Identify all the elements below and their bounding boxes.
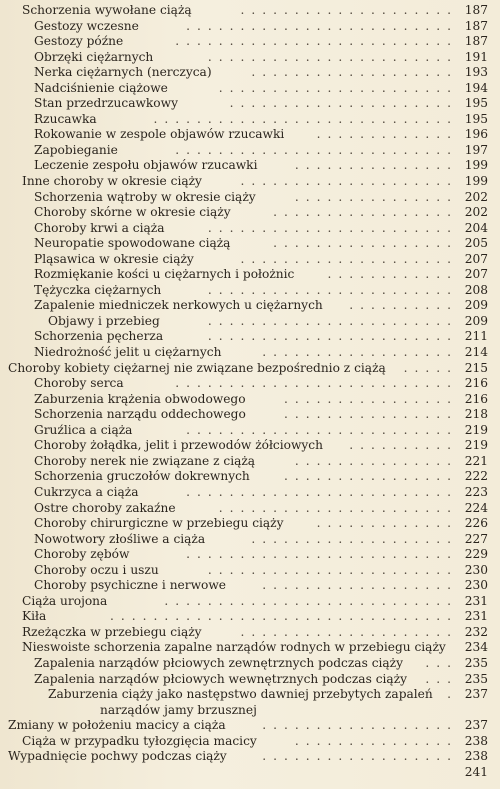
toc-entry-page: 231 <box>464 593 488 608</box>
toc-entry-title: Leczenie zespołu objawów rzucawki <box>34 158 258 173</box>
toc-entry-page: 229 <box>464 547 488 562</box>
toc-entry <box>0 65 488 81</box>
toc-entry-title: Cukrzyca a ciąża <box>34 484 139 499</box>
toc-entry-page: 197 <box>464 142 488 157</box>
toc-entry-title: Rzucawka <box>34 111 97 126</box>
dot-leader: ................ <box>284 469 458 484</box>
toc-entry <box>0 594 488 610</box>
toc-entry-page: 195 <box>464 96 488 111</box>
toc-entry-page: 219 <box>464 422 488 437</box>
toc-entry-title: Gruźlica a ciąża <box>34 422 133 437</box>
dot-leader: .......... <box>349 298 458 313</box>
toc-entry-page: 235 <box>464 671 488 686</box>
toc-entry <box>0 578 488 594</box>
toc-entry <box>0 3 488 19</box>
dot-leader: ............................ <box>153 111 458 126</box>
toc-entry-page: 209 <box>464 313 488 328</box>
dot-leader: ............... <box>294 189 458 204</box>
toc-entry-title: Pląsawica w okresie ciąży <box>34 251 194 266</box>
toc-entry-page: 241 <box>464 764 488 779</box>
toc-entry <box>0 687 488 703</box>
toc-entry-title: Inne choroby w okresie ciąży <box>22 174 202 189</box>
toc-entry <box>0 501 488 517</box>
toc-entry <box>0 221 488 237</box>
toc-entry <box>0 438 488 454</box>
toc-entry-page: 219 <box>464 438 488 453</box>
toc-entry-page: 211 <box>464 329 488 344</box>
toc-entry-page: 207 <box>464 267 488 282</box>
toc-entry-page: 194 <box>464 80 488 95</box>
table-of-contents <box>0 3 488 780</box>
toc-entry-title: Nadciśnienie ciążowe <box>34 80 168 95</box>
toc-entry-title: Obrzęki ciężarnych <box>34 49 154 64</box>
toc-entry <box>0 81 488 97</box>
dot-leader: ....................... <box>207 282 458 297</box>
toc-entry <box>0 283 488 299</box>
toc-entry-title: Choroby psychiczne i nerwowe <box>34 578 227 593</box>
toc-entry-page: 187 <box>464 3 488 17</box>
toc-entry <box>0 34 488 50</box>
dot-leader: ......................... <box>186 484 458 499</box>
toc-entry-title: Zaburzenia krążenia obwodowego <box>34 391 246 406</box>
toc-entry <box>0 392 488 408</box>
toc-entry <box>0 734 488 750</box>
toc-entry-page: 216 <box>464 391 488 406</box>
toc-entry <box>0 640 488 656</box>
toc-entry <box>0 485 488 501</box>
toc-entry <box>0 625 488 641</box>
dot-leader: .......................... <box>175 34 458 49</box>
toc-entry <box>0 236 488 252</box>
toc-entry-title: Schorzenia gruczołów dokrewnych <box>34 469 250 484</box>
toc-entry-title: Objawy i przebieg <box>48 313 160 328</box>
dot-leader: . <box>447 687 458 702</box>
toc-entry <box>0 345 488 361</box>
dot-leader: ......................... <box>186 18 458 33</box>
toc-entry <box>0 749 488 765</box>
toc-entry <box>0 407 488 423</box>
dot-leader: ....................... <box>207 562 458 577</box>
toc-entry-page: 202 <box>464 205 488 220</box>
dot-leader: ................ <box>284 407 458 422</box>
toc-entry-title: Zapalenie miedniczek nerkowych u ciężarnych <box>34 298 323 313</box>
dot-leader: ............. <box>316 127 458 142</box>
toc-entry-page: 238 <box>464 749 488 764</box>
dot-leader: ................... <box>251 531 458 546</box>
dot-leader: ....................... <box>207 313 458 328</box>
toc-entry-title: Wypadnięcie pochwy podczas ciąży <box>8 749 227 764</box>
toc-entry <box>0 656 488 672</box>
toc-entry-page: 227 <box>464 531 488 546</box>
toc-entry <box>0 329 488 345</box>
dot-leader: .................... <box>240 3 458 17</box>
toc-entry-page: 199 <box>464 174 488 189</box>
toc-entry-title: Zaburzenia ciąży jako następstwo dawniej przebytych zapaleń <box>48 687 433 702</box>
dot-leader: ............. <box>316 516 458 531</box>
toc-entry <box>0 547 488 563</box>
toc-entry-page: 222 <box>464 469 488 484</box>
dot-leader: ................. <box>273 205 458 220</box>
toc-entry-title: Rokowanie w zespole objawów rzucawki <box>34 127 285 142</box>
dot-leader: ................. <box>273 236 458 251</box>
toc-entry-page: 223 <box>464 484 488 499</box>
dot-leader: ...................... <box>218 80 458 95</box>
toc-entry-page: 224 <box>464 500 488 515</box>
toc-entry <box>0 252 488 268</box>
toc-entry <box>0 765 488 781</box>
toc-entry-page: 226 <box>464 516 488 531</box>
dot-leader <box>452 640 458 656</box>
toc-entry-title: Rozmiękanie kości u ciężarnych i położnic <box>34 267 295 282</box>
toc-entry-title: Ciąża w przypadku tyłozgięcia macicy <box>22 733 257 748</box>
toc-entry-title: Choroby nerek nie związane z ciążą <box>34 453 256 468</box>
toc-entry <box>0 361 488 377</box>
toc-entry-title: Choroby oczu i uszu <box>34 562 159 577</box>
dot-leader: ....................... <box>207 220 458 235</box>
toc-entry-title: Choroby serca <box>34 376 124 391</box>
toc-entry-page: 221 <box>464 453 488 468</box>
toc-entry-title: narządów jamy brzusznej <box>100 702 257 717</box>
toc-entry-page: 195 <box>464 111 488 126</box>
dot-leader: ... <box>425 671 458 686</box>
toc-entry-title: Choroby skórne w okresie ciąży <box>34 205 231 220</box>
dot-leader: ......................... <box>186 422 458 437</box>
toc-entry-title: Ostre choroby zakaźne <box>34 500 176 515</box>
toc-entry-page: 204 <box>464 220 488 235</box>
dot-leader: .................... <box>240 174 458 189</box>
dot-leader: .................. <box>262 578 458 593</box>
toc-entry <box>0 298 488 314</box>
toc-entry <box>0 190 488 206</box>
toc-entry-page: 187 <box>464 34 488 49</box>
toc-entry-page: 205 <box>464 236 488 251</box>
toc-entry <box>0 563 488 579</box>
toc-entry <box>0 267 488 283</box>
toc-entry-title: Choroby zębów <box>34 547 130 562</box>
toc-entry <box>0 423 488 439</box>
dot-leader: ..... <box>403 360 458 375</box>
toc-entry-title: Stan przedrzucawkowy <box>34 96 178 111</box>
dot-leader: .................... <box>240 251 458 266</box>
toc-entry <box>0 672 488 688</box>
toc-entry <box>0 718 488 734</box>
toc-entry-page: 238 <box>464 733 488 748</box>
toc-entry <box>0 19 488 35</box>
toc-entry-title: Gestozy wczesne <box>34 18 139 33</box>
dot-leader: .................. <box>262 718 458 733</box>
toc-entry-title: Choroby kobiety ciężarnej nie związane bezpośrednio z ciążą <box>8 360 386 375</box>
dot-leader: .................. <box>262 345 458 360</box>
toc-entry <box>0 454 488 470</box>
toc-entry-title: Nieswoiste schorzenia zapalne narządów rodnych w przebiegu ciąży <box>22 640 446 655</box>
toc-entry <box>0 532 488 548</box>
toc-entry-title: Schorzenia wywołane ciążą <box>22 3 192 17</box>
dot-leader: ........................... <box>164 593 458 608</box>
dot-leader: ................ <box>284 391 458 406</box>
toc-entry-title: Zapobieganie <box>34 142 118 157</box>
toc-entry-page: 199 <box>464 158 488 173</box>
toc-entry-page: 231 <box>464 609 488 624</box>
dot-leader: ............... <box>294 733 458 748</box>
toc-entry-title: Schorzenia pęcherza <box>34 329 164 344</box>
toc-entry-title: Gestozy późne <box>34 34 124 49</box>
toc-entry-title: Choroby chirurgiczne w przebiegu ciąży <box>34 516 284 531</box>
toc-entry-page: 216 <box>464 376 488 391</box>
toc-entry <box>0 50 488 66</box>
toc-entry-title: Tężyczka ciężarnych <box>34 282 162 297</box>
toc-entry <box>0 158 488 174</box>
toc-entry-title: Choroby krwi a ciąża <box>34 220 165 235</box>
dot-leader: .................. <box>262 749 458 764</box>
toc-entry-page: 209 <box>464 298 488 313</box>
toc-entry-title: Rzeżączka w przebiegu ciąży <box>22 624 202 639</box>
dot-leader: ......................... <box>186 547 458 562</box>
toc-entry-title: Niedrożność jelit u ciężarnych <box>34 345 222 360</box>
toc-entry-page: 235 <box>464 655 488 670</box>
dot-leader: ............... <box>294 453 458 468</box>
toc-entry-title: Zapalenia narządów płciowych zewnętrznych podczas ciąży <box>34 655 403 670</box>
toc-entry-title: Neuropatie spowodowane ciążą <box>34 236 231 251</box>
toc-entry-page: 237 <box>464 718 488 733</box>
toc-entry <box>0 703 488 719</box>
toc-entry-title: Nerka ciężarnych (nerczyca) <box>34 65 212 80</box>
toc-entry-title: Schorzenia narządu oddechowego <box>34 407 246 422</box>
toc-entry-page: 193 <box>464 65 488 80</box>
toc-entry-page: 196 <box>464 127 488 142</box>
toc-entry <box>0 143 488 159</box>
toc-entry-title: Zapalenia narządów płciowych wewnętrznych podczas ciąży <box>34 671 407 686</box>
dot-leader: ....................... <box>207 329 458 344</box>
toc-entry-title: Choroby żołądka, jelit i przewodów żółciowych <box>34 438 323 453</box>
toc-entry <box>0 205 488 221</box>
toc-entry-page: 191 <box>464 49 488 64</box>
toc-entry-page: 218 <box>464 407 488 422</box>
toc-entry-title: Zmiany w położeniu macicy a ciąża <box>8 718 226 733</box>
dot-leader: ..................... <box>229 96 458 111</box>
dot-leader: .................... <box>240 624 458 639</box>
dot-leader: .......................... <box>175 376 458 391</box>
dot-leader: .......... <box>349 438 458 453</box>
toc-entry <box>0 314 488 330</box>
toc-entry-page: 232 <box>464 624 488 639</box>
toc-entry-title: Schorzenia wątroby w okresie ciąży <box>34 189 256 204</box>
toc-entry <box>0 96 488 112</box>
toc-entry <box>0 127 488 143</box>
dot-leader: ...................... <box>218 500 458 515</box>
toc-entry-page: 207 <box>464 251 488 266</box>
toc-entry-page: 234 <box>464 640 488 655</box>
toc-entry-title: Kiła <box>22 609 47 624</box>
dot-leader: ............ <box>327 267 458 282</box>
dot-leader: .......................... <box>175 142 458 157</box>
dot-leader: ....................... <box>207 49 458 64</box>
toc-entry-title: Ciąża urojona <box>22 593 108 608</box>
dot-leader: ................................ <box>110 609 458 624</box>
toc-entry <box>0 609 488 625</box>
toc-entry-title: Nowotwory złośliwe a ciąża <box>34 531 206 546</box>
toc-entry <box>0 112 488 128</box>
dot-leader: ............... <box>294 158 458 173</box>
toc-entry-page: 208 <box>464 282 488 297</box>
toc-entry <box>0 516 488 532</box>
toc-entry-page: 202 <box>464 189 488 204</box>
toc-entry-page: 215 <box>464 360 488 375</box>
toc-entry-page: 230 <box>464 578 488 593</box>
toc-entry-page: 230 <box>464 562 488 577</box>
toc-entry <box>0 174 488 190</box>
toc-entry <box>0 469 488 485</box>
toc-entry <box>0 376 488 392</box>
dot-leader: ................... <box>251 65 458 80</box>
toc-entry-page: 214 <box>464 345 488 360</box>
dot-leader: ... <box>425 655 458 670</box>
toc-entry-page: 187 <box>464 18 488 33</box>
toc-entry-page: 237 <box>464 687 488 702</box>
